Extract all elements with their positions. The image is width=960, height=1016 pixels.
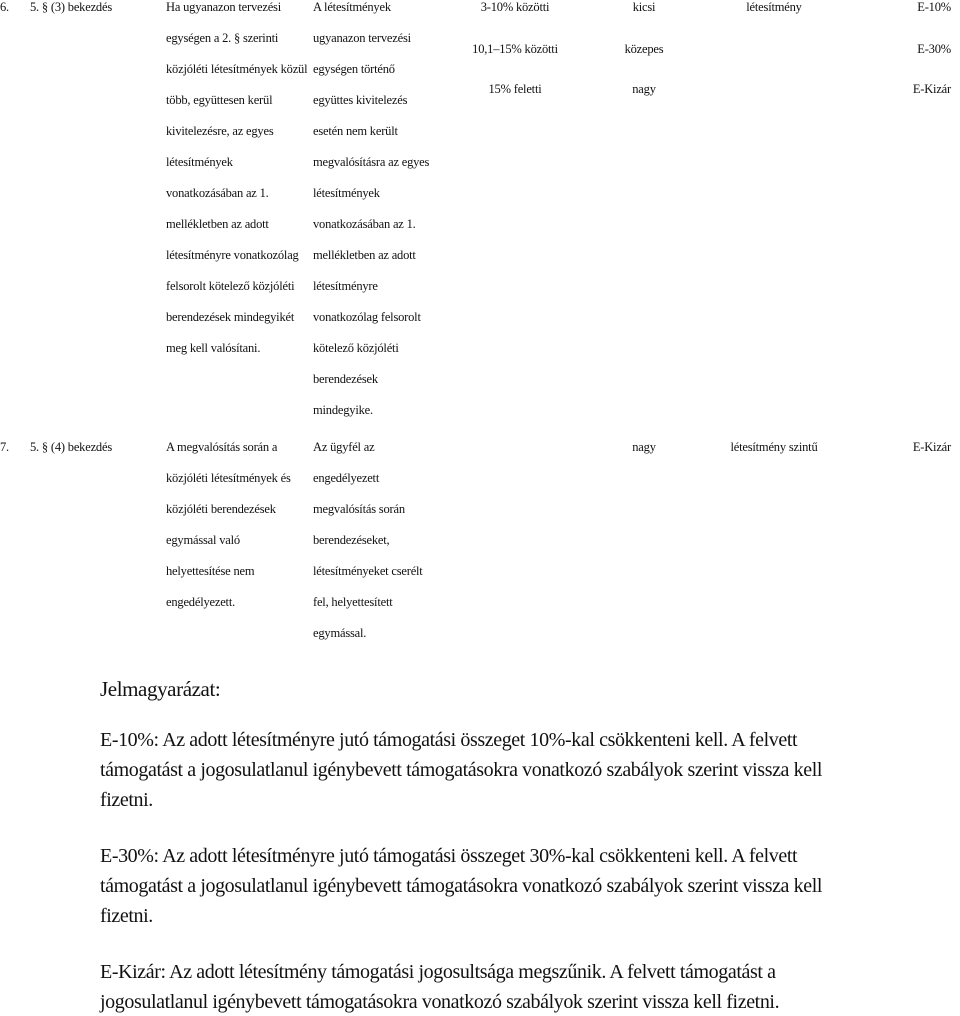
text-line: mindegyike. xyxy=(313,403,373,417)
text-line: jogosulatlanul igénybevett támogatásokra vonatkozó szabályok szerint vissza kell fizetni. xyxy=(100,991,780,1013)
text-line: fizetni. xyxy=(100,905,153,927)
text-line: kötelező közjóléti xyxy=(313,341,399,355)
text-line: együttes kivitelezés xyxy=(313,93,408,107)
text-line: létesítményre vonatkozólag xyxy=(166,248,299,262)
sanction: E-Kizár xyxy=(912,82,951,96)
text-line: engedélyezett. xyxy=(166,595,236,609)
text-line: berendezések mindegyikét xyxy=(166,310,295,324)
text-line: A létesítmények xyxy=(313,0,391,14)
text-line: kivitelezésre, az egyes xyxy=(166,124,274,138)
legal-reference: 5. § (3) bekezdés xyxy=(30,0,112,14)
text-line: egységen történő xyxy=(313,62,395,76)
text-line: vonatkozólag felsorolt xyxy=(313,310,421,324)
text-line: mellékletben az adott xyxy=(313,248,416,262)
row-number: 6. xyxy=(0,0,9,14)
text-line: megvalósítás során xyxy=(313,502,405,516)
legend-title: Jelmagyarázat: xyxy=(100,677,221,701)
text-line: E-30%: Az adott létesítményre jutó támogatási összeget 30%-kal csökkenteni kell. A felvett xyxy=(100,845,798,867)
text-line: támogatást a jogosulatlanul igénybevett támogatásokra vonatkozó szabályok szerint vissza kell xyxy=(100,759,823,781)
text-line: berendezéseket, xyxy=(313,533,390,547)
sanction: E-10% xyxy=(917,0,951,14)
severity: nagy xyxy=(632,82,656,96)
deviation-range: 3-10% közötti xyxy=(480,0,550,14)
severity: közepes xyxy=(624,42,664,56)
text-line: A megvalósítás során a xyxy=(166,440,278,454)
row-number: 7. xyxy=(0,440,9,454)
sanction: E-Kizár xyxy=(912,440,951,454)
text-line: közjóléti berendezések xyxy=(166,502,276,516)
text-line: Az ügyfél az xyxy=(313,440,375,454)
text-line: berendezések xyxy=(313,372,378,386)
text-line: létesítményre xyxy=(313,279,378,293)
text-line: Ha ugyanazon tervezési xyxy=(166,0,281,14)
text-line: vonatkozásában az 1. xyxy=(166,186,269,200)
deviation-range: 10,1–15% közötti xyxy=(472,42,558,56)
text-line: létesítmények xyxy=(313,186,380,200)
text-line: megvalósításra az egyes xyxy=(313,155,430,169)
text-line: létesítmények xyxy=(166,155,233,169)
text-line: helyettesítése nem xyxy=(166,564,255,578)
severity: kicsi xyxy=(632,0,656,14)
text-line: E-Kizár: Az adott létesítmény támogatási jogosultsága megszűnik. A felvett támogatást a xyxy=(100,961,776,983)
text-line: esetén nem került xyxy=(313,124,398,138)
severity: nagy xyxy=(632,440,656,454)
text-line: vonatkozásában az 1. xyxy=(313,217,416,231)
text-line: egységen a 2. § szerinti xyxy=(166,31,279,45)
text-line: fel, helyettesített xyxy=(313,595,393,609)
text-line: támogatást a jogosulatlanul igénybevett támogatásokra vonatkozó szabályok szerint vissza kell xyxy=(100,875,823,897)
text-line: E-10%: Az adott létesítményre jutó támogatási összeget 10%-kal csökkenteni kell. A felvett xyxy=(100,729,798,751)
text-line: közjóléti létesítmények közül xyxy=(166,62,308,76)
text-line: egymással való xyxy=(166,533,240,547)
legal-reference: 5. § (4) bekezdés xyxy=(30,440,112,454)
sanction: E-30% xyxy=(917,42,951,56)
text-line: meg kell valósítani. xyxy=(166,341,261,355)
text-line: engedélyezett xyxy=(313,471,380,485)
text-line: létesítményeket cserélt xyxy=(313,564,423,578)
text-line: felsorolt kötelező közjóléti xyxy=(166,279,295,293)
text-line: mellékletben az adott xyxy=(166,217,269,231)
text-line: ugyanazon tervezési xyxy=(313,31,411,45)
text-line: több, együttesen kerül xyxy=(166,93,273,107)
text-line: fizetni. xyxy=(100,789,153,811)
text-line: egymással. xyxy=(313,626,367,640)
text-line: közjóléti létesítmények és xyxy=(166,471,291,485)
scope: létesítmény xyxy=(746,0,802,14)
scope: létesítmény szintű xyxy=(730,440,818,454)
deviation-range: 15% feletti xyxy=(488,82,542,96)
